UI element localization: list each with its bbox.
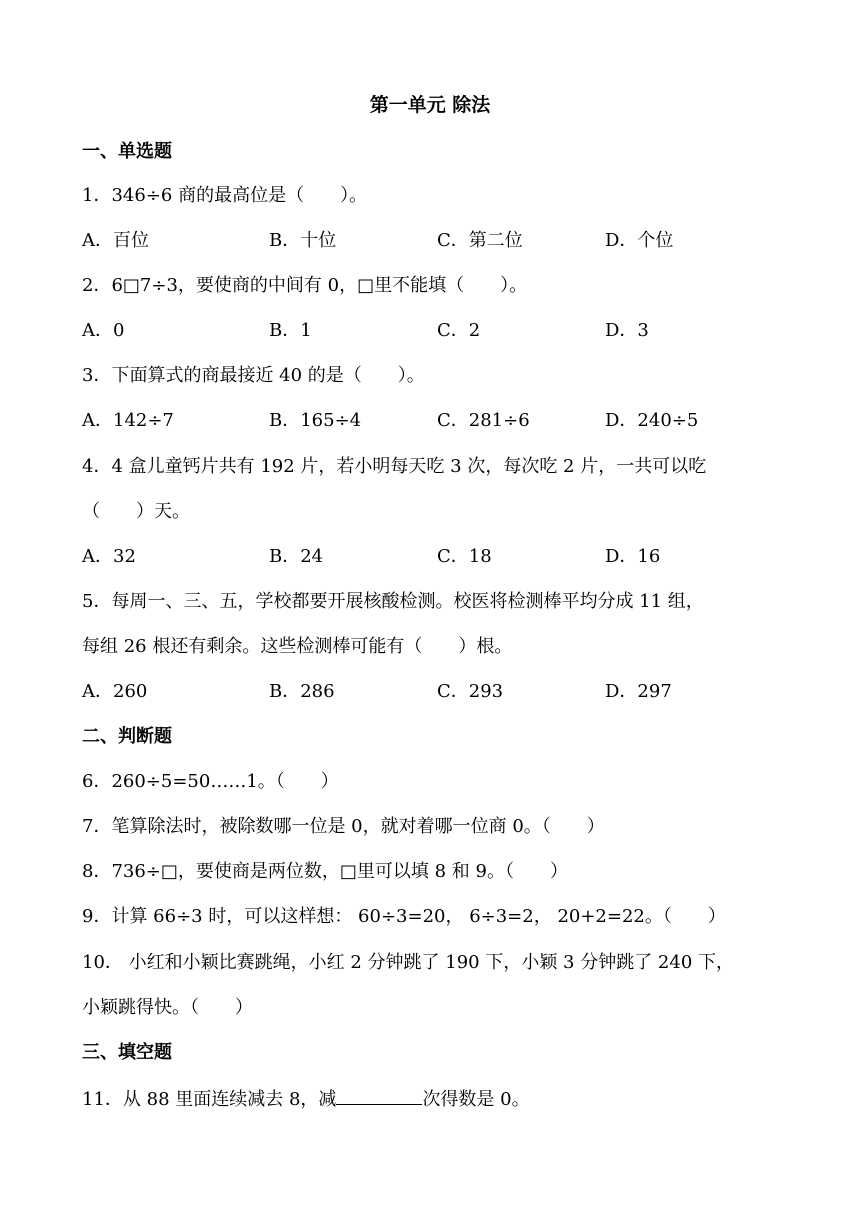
- q3-option-c: C．281÷6: [437, 410, 530, 431]
- question-1: 1．346÷6 商的最高位是（ ）。: [82, 185, 368, 206]
- question-5-line-2: 每组 26 根还有剩余。这些检测棒可能有（ ）根。: [82, 636, 513, 657]
- q4-option-d: D．16: [605, 546, 661, 567]
- question-4-line-2: （ ）天。: [82, 501, 190, 522]
- question-5-line-1: 5．每周一、三、五，学校都要开展核酸检测。校医将检测棒平均分成 11 组，: [82, 591, 704, 612]
- question-10-line-1: 10． 小红和小颖比赛跳绳，小红 2 分钟跳了 190 下，小颖 3 分钟跳了 240 下，: [82, 952, 735, 973]
- question-6: 6．260÷5=50……1。（ ）: [82, 771, 339, 792]
- q5-option-b: B．286: [269, 681, 335, 702]
- q1-option-c: C．第二位: [437, 230, 523, 251]
- question-11-text-after: 次得数是 0。: [422, 1089, 530, 1110]
- answer-blank[interactable]: [336, 1086, 422, 1105]
- section-heading-fill-in: 三、填空题: [82, 1042, 172, 1063]
- q2-option-b: B．1: [269, 320, 312, 341]
- section-heading-true-false: 二、判断题: [82, 726, 172, 747]
- q3-option-d: D．240÷5: [605, 410, 699, 431]
- question-11-text-before: 11．从 88 里面连续减去 8，减: [82, 1089, 337, 1110]
- q2-option-d: D．3: [605, 320, 649, 341]
- question-10-line-2: 小颖跳得快。（ ）: [82, 997, 253, 1018]
- q3-option-b: B．165÷4: [269, 410, 362, 431]
- q4-option-a: A．32: [82, 546, 136, 567]
- question-3: 3．下面算式的商最接近 40 的是（ ）。: [82, 365, 425, 386]
- page-title: 第一单元 除法: [369, 94, 491, 116]
- q3-option-a: A．142÷7: [82, 410, 174, 431]
- question-7: 7．笔算除法时，被除数哪一位是 0，就对着哪一位商 0。（ ）: [82, 816, 605, 837]
- question-11: [82, 1086, 530, 1112]
- q1-option-d: D．个位: [605, 230, 674, 251]
- q5-option-a: A．260: [82, 681, 148, 702]
- q1-option-a: A．百位: [82, 230, 149, 251]
- q2-option-c: C．2: [437, 320, 481, 341]
- q1-option-b: B．十位: [269, 230, 337, 251]
- q4-option-c: C．18: [437, 546, 492, 567]
- q2-option-a: A．0: [82, 320, 125, 341]
- q5-option-d: D．297: [605, 681, 672, 702]
- section-heading-multiple-choice: 一、单选题: [82, 141, 172, 162]
- question-9: 9．计算 66÷3 时，可以这样想： 60÷3=20， 6÷3=2， 20+2=22。（ ）: [82, 906, 726, 927]
- question-2: 2．6□7÷3，要使商的中间有 0，□里不能填（ ）。: [82, 275, 528, 296]
- question-4-line-1: 4．4 盒儿童钙片共有 192 片，若小明每天吃 3 次，每次吃 2 片，一共可以吃: [82, 456, 707, 477]
- q4-option-b: B．24: [269, 546, 324, 567]
- question-8: 8．736÷□，要使商是两位数，□里可以填 8 和 9。（ ）: [82, 861, 568, 882]
- q5-option-c: C．293: [437, 681, 504, 702]
